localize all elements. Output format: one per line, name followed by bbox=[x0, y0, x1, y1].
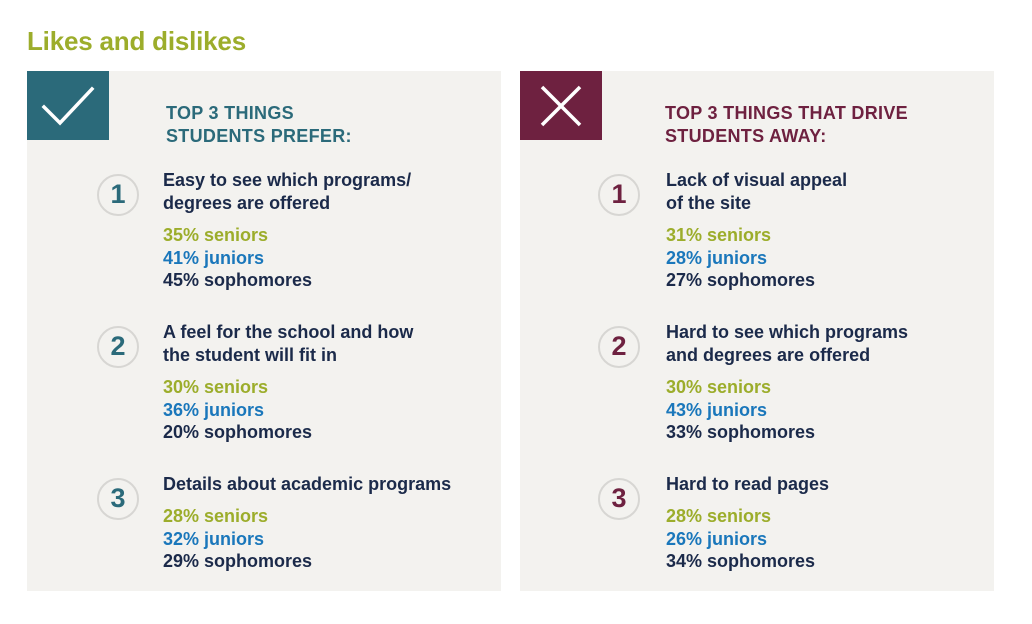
likes-heading-line2: STUDENTS PREFER: bbox=[166, 126, 352, 146]
stat-seniors: 31% seniors bbox=[666, 225, 772, 245]
likes-heading-line1: TOP 3 THINGS bbox=[166, 103, 294, 123]
item-title-line2: the student will fit in bbox=[163, 345, 337, 365]
stat-sophomores: 27% sophomores bbox=[666, 270, 816, 290]
item-stats bbox=[163, 505, 451, 573]
stat-sophomores: 29% sophomores bbox=[163, 551, 313, 571]
number-circle: 3 bbox=[598, 478, 640, 520]
item-stats bbox=[666, 505, 829, 573]
x-mark-icon bbox=[536, 81, 586, 131]
item-title-line1: Hard to read pages bbox=[666, 474, 830, 494]
likes-badge bbox=[27, 71, 109, 140]
stat-sophomores: 20% sophomores bbox=[163, 422, 313, 442]
dislikes-panel bbox=[520, 71, 994, 591]
number-circle: 3 bbox=[97, 478, 139, 520]
number-circle: 2 bbox=[598, 326, 640, 368]
dislikes-heading-line2: STUDENTS AWAY: bbox=[665, 126, 827, 146]
stat-juniors: 28% juniors bbox=[666, 247, 768, 268]
stat-seniors: 35% seniors bbox=[163, 225, 269, 245]
stat-sophomores: 34% sophomores bbox=[666, 551, 816, 571]
stat-sophomores: 33% sophomores bbox=[666, 422, 816, 442]
item-title-line2: of the site bbox=[666, 193, 752, 213]
item-stats bbox=[163, 376, 413, 444]
item-title-line1: Lack of visual appeal bbox=[666, 170, 848, 190]
likes-panel bbox=[27, 71, 501, 591]
checkmark-icon bbox=[38, 83, 98, 129]
number-circle: 1 bbox=[598, 174, 640, 216]
item-title bbox=[666, 473, 829, 496]
item-title-line2: degrees are offered bbox=[163, 193, 331, 213]
item-title-line1: A feel for the school and how bbox=[163, 322, 414, 342]
item-title bbox=[163, 321, 413, 367]
item-body bbox=[163, 473, 451, 573]
stat-seniors: 28% seniors bbox=[666, 506, 772, 526]
stat-seniors: 30% seniors bbox=[666, 377, 772, 397]
item-body bbox=[666, 473, 829, 573]
item-body bbox=[666, 169, 847, 292]
page-title: Likes and dislikes bbox=[27, 26, 246, 56]
item-title-line1: Details about academic programs bbox=[163, 474, 452, 494]
stat-juniors: 36% juniors bbox=[163, 399, 265, 420]
dislikes-heading-line1: TOP 3 THINGS THAT DRIVE bbox=[665, 103, 908, 123]
item-title bbox=[163, 473, 451, 496]
stat-juniors: 41% juniors bbox=[163, 247, 265, 268]
item-stats bbox=[666, 376, 908, 444]
item-body bbox=[163, 169, 411, 292]
stat-seniors: 28% seniors bbox=[163, 506, 269, 526]
item-title bbox=[666, 321, 908, 367]
stat-seniors: 30% seniors bbox=[163, 377, 269, 397]
stat-juniors: 43% juniors bbox=[666, 399, 768, 420]
item-stats bbox=[666, 224, 847, 292]
item-title-line1: Hard to see which programs bbox=[666, 322, 909, 342]
number-circle: 1 bbox=[97, 174, 139, 216]
item-body bbox=[163, 321, 413, 444]
stat-juniors: 32% juniors bbox=[163, 528, 265, 549]
stat-sophomores: 45% sophomores bbox=[163, 270, 313, 290]
item-stats bbox=[163, 224, 411, 292]
item-title-line1: Easy to see which programs/ bbox=[163, 170, 412, 190]
dislikes-heading bbox=[665, 102, 908, 148]
number-circle: 2 bbox=[97, 326, 139, 368]
likes-heading bbox=[166, 102, 352, 148]
dislikes-badge bbox=[520, 71, 602, 140]
stat-juniors: 26% juniors bbox=[666, 528, 768, 549]
item-title bbox=[666, 169, 847, 215]
item-title-line2: and degrees are offered bbox=[666, 345, 871, 365]
item-body bbox=[666, 321, 908, 444]
item-title bbox=[163, 169, 411, 215]
